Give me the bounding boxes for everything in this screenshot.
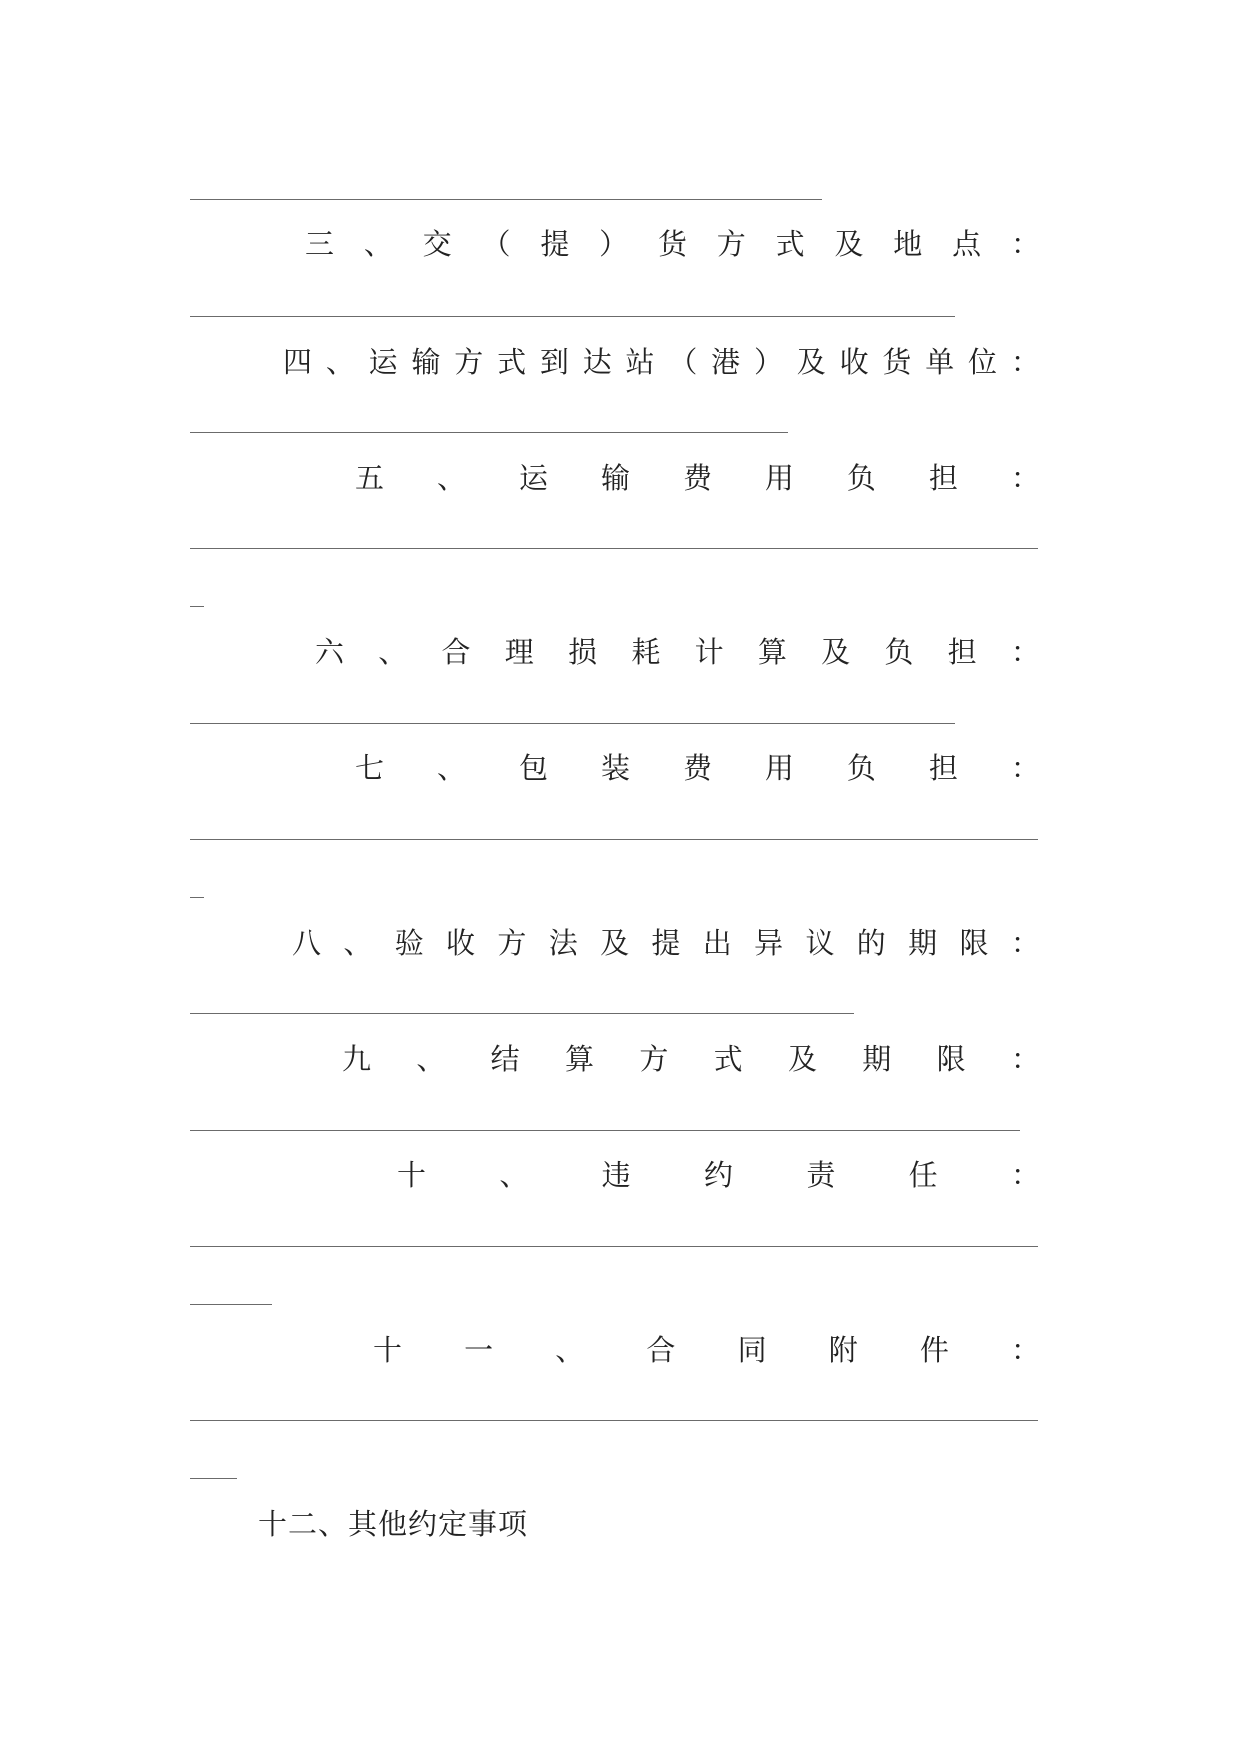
heading-char: 任 — [908, 1158, 938, 1192]
heading-char: 用 — [764, 751, 794, 785]
heading-char: （ — [668, 345, 698, 379]
clause-heading-9 — [190, 1039, 1040, 1079]
blank-line — [190, 548, 1038, 549]
heading-char: 合 — [646, 1333, 676, 1367]
heading-char: （ — [481, 227, 511, 261]
heading-char: 方 — [497, 926, 527, 960]
heading-char: 七 — [355, 751, 385, 785]
clause-heading-10 — [190, 1155, 1040, 1195]
heading-char: ： — [1010, 227, 1040, 261]
blank-line — [190, 1304, 272, 1305]
heading-char: ： — [1010, 461, 1040, 495]
heading-char: 包 — [518, 751, 548, 785]
heading-char: 十 — [373, 1333, 403, 1367]
heading-char: 理 — [504, 635, 534, 669]
heading-char: 装 — [600, 751, 630, 785]
heading-char: 、 — [363, 227, 393, 261]
heading-char: 地 — [893, 227, 923, 261]
heading-char: 单 — [925, 345, 955, 379]
heading-char: 达 — [582, 345, 612, 379]
heading-char: 、 — [436, 461, 466, 495]
heading-char: 及 — [600, 926, 630, 960]
heading-char: 耗 — [631, 635, 661, 669]
heading-char: 责 — [806, 1158, 836, 1192]
heading-char: 及 — [821, 635, 851, 669]
heading-char: 法 — [548, 926, 578, 960]
heading-char: 提 — [540, 227, 570, 261]
heading-char: 担 — [947, 635, 977, 669]
heading-char: 负 — [884, 635, 914, 669]
heading-char: 担 — [928, 751, 958, 785]
heading-char: 式 — [713, 1042, 743, 1076]
heading-char: 计 — [694, 635, 724, 669]
heading-char: 附 — [828, 1333, 858, 1367]
heading-char: 收 — [839, 345, 869, 379]
heading-char: 运 — [368, 345, 398, 379]
heading-char: 八 — [292, 926, 322, 960]
blank-line — [190, 199, 822, 200]
heading-char: 期 — [908, 926, 938, 960]
heading-char: 交 — [422, 227, 452, 261]
heading-char: 费 — [682, 751, 712, 785]
heading-char: ） — [753, 345, 783, 379]
heading-char: 提 — [651, 926, 681, 960]
heading-char: 验 — [394, 926, 424, 960]
heading-char: 及 — [834, 227, 864, 261]
heading-char: 负 — [846, 751, 876, 785]
heading-char: 方 — [639, 1042, 669, 1076]
heading-char: 担 — [928, 461, 958, 495]
heading-char: 三 — [305, 227, 335, 261]
heading-char: 点 — [952, 227, 982, 261]
heading-char: 期 — [862, 1042, 892, 1076]
heading-char: 式 — [775, 227, 805, 261]
heading-char: 输 — [411, 345, 441, 379]
heading-char: 合 — [441, 635, 471, 669]
heading-char: 、 — [378, 635, 408, 669]
heading-char: 损 — [568, 635, 598, 669]
heading-char: 六 — [315, 635, 345, 669]
heading-char: 出 — [702, 926, 732, 960]
clause-heading-4 — [190, 342, 1040, 382]
heading-char: 一 — [464, 1333, 494, 1367]
clause-heading-8 — [190, 923, 1040, 963]
heading-char: 位 — [968, 345, 998, 379]
clause-heading-6 — [190, 632, 1040, 672]
heading-char: 运 — [518, 461, 548, 495]
heading-char: 货 — [882, 345, 912, 379]
heading-char: 用 — [764, 461, 794, 495]
heading-char: 港 — [711, 345, 741, 379]
clause-heading-3 — [190, 224, 1040, 264]
heading-char: 九 — [342, 1042, 372, 1076]
heading-char: ： — [1010, 926, 1040, 960]
blank-line — [190, 1246, 1038, 1247]
blank-line — [190, 606, 204, 607]
blank-line — [190, 316, 955, 317]
clause-heading-7 — [190, 748, 1040, 788]
blank-line — [190, 839, 1038, 840]
heading-char: 输 — [600, 461, 630, 495]
heading-char: ： — [1010, 1333, 1040, 1367]
heading-char: ： — [1010, 1042, 1040, 1076]
heading-char: ） — [599, 227, 629, 261]
blank-line — [190, 1013, 854, 1014]
heading-char: 议 — [805, 926, 835, 960]
heading-char: 算 — [757, 635, 787, 669]
heading-char: 结 — [490, 1042, 520, 1076]
heading-char: 、 — [555, 1333, 585, 1367]
heading-char: 及 — [787, 1042, 817, 1076]
heading-char: 违 — [601, 1158, 631, 1192]
heading-char: 及 — [796, 345, 826, 379]
clause-heading-12: 十二、其他约定事项 — [258, 1507, 529, 1541]
heading-char: 五 — [355, 461, 385, 495]
heading-char: 货 — [657, 227, 687, 261]
clause-heading-11 — [190, 1330, 1040, 1370]
heading-char: 十 — [397, 1158, 427, 1192]
heading-char: 的 — [856, 926, 886, 960]
blank-line — [190, 723, 955, 724]
heading-char: 方 — [716, 227, 746, 261]
heading-char: 约 — [703, 1158, 733, 1192]
heading-char: 式 — [497, 345, 527, 379]
heading-char: 负 — [846, 461, 876, 495]
blank-line — [190, 1478, 237, 1479]
heading-char: 收 — [446, 926, 476, 960]
heading-char: 费 — [682, 461, 712, 495]
heading-char: 算 — [564, 1042, 594, 1076]
blank-line — [190, 1130, 1020, 1131]
blank-line — [190, 1420, 1038, 1421]
heading-char: 方 — [454, 345, 484, 379]
heading-char: 异 — [754, 926, 784, 960]
heading-char: 、 — [343, 926, 373, 960]
heading-char: 四 — [283, 345, 313, 379]
heading-char: ： — [1010, 345, 1040, 379]
heading-char: 同 — [737, 1333, 767, 1367]
heading-char: 、 — [499, 1158, 529, 1192]
heading-char: 限 — [936, 1042, 966, 1076]
heading-char: ： — [1010, 1158, 1040, 1192]
heading-char: 到 — [539, 345, 569, 379]
blank-line — [190, 897, 204, 898]
blank-line — [190, 432, 788, 433]
heading-char: 、 — [436, 751, 466, 785]
heading-char: 、 — [325, 345, 355, 379]
heading-char: 件 — [919, 1333, 949, 1367]
heading-char: 站 — [625, 345, 655, 379]
heading-char: 限 — [959, 926, 989, 960]
heading-char: ： — [1010, 635, 1040, 669]
heading-char: 、 — [416, 1042, 446, 1076]
clause-heading-5 — [190, 458, 1040, 498]
heading-char: ： — [1010, 751, 1040, 785]
